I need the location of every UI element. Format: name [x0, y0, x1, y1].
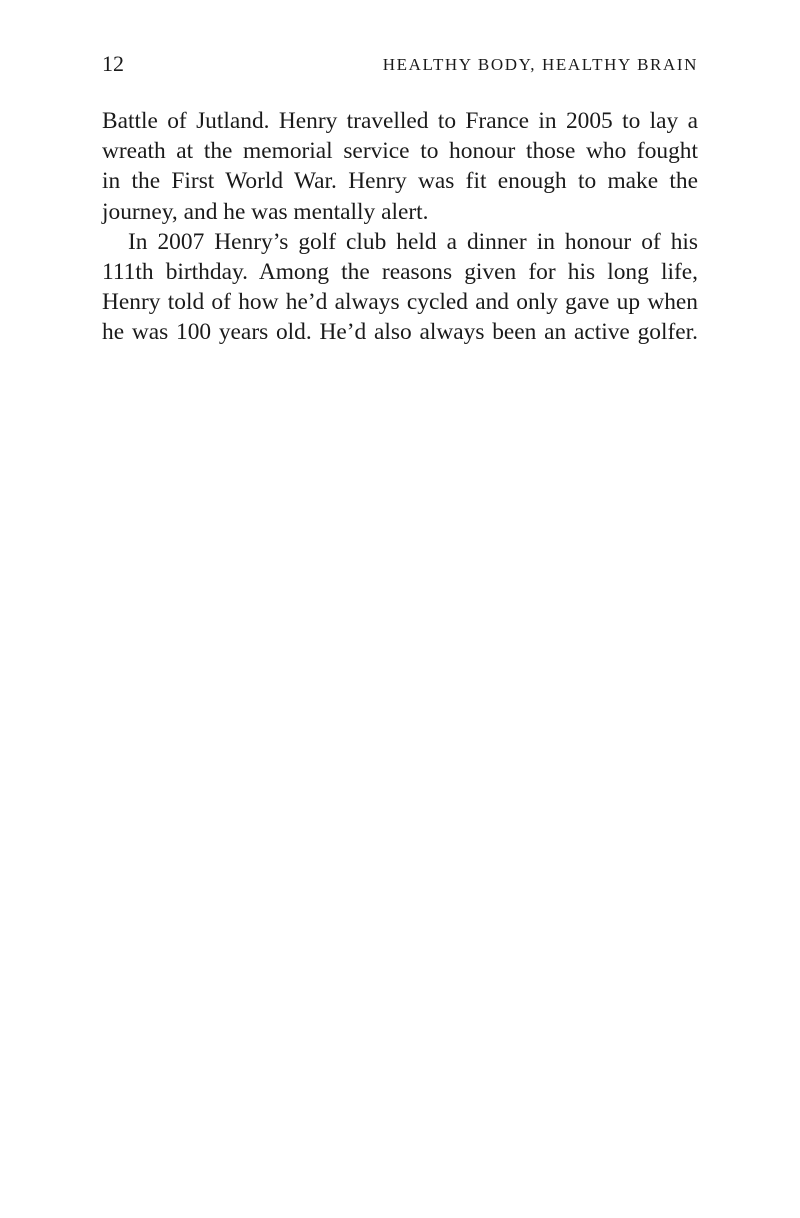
- text-line: he was 100 years old. He’d also always been an active golfer.: [102, 319, 698, 346]
- body-text: [102, 106, 698, 348]
- running-head: HEALTHY BODY, HEALTHY BRAIN: [382, 55, 698, 74]
- text-line: in the First World War. Henry was fit enough to make the: [102, 168, 698, 195]
- text-line: Battle of Jutland. Henry travelled to France in 2005 to lay a: [102, 108, 698, 134]
- paragraph-2: [102, 227, 698, 348]
- text-line: journey, and he was mentally alert.: [102, 198, 429, 225]
- text-line: Henry told of how he’d always cycled and only gave up when: [102, 289, 698, 316]
- page-number: 12: [102, 51, 124, 76]
- text-line: wreath at the memorial service to honour those who fought: [102, 138, 698, 165]
- text-line: 111th birthday. Among the reasons given for his long life,: [102, 258, 698, 285]
- page-header: [102, 50, 698, 80]
- text-line: In 2007 Henry’s golf club held a dinner in honour of his: [128, 228, 698, 255]
- paragraph-1: [102, 106, 698, 227]
